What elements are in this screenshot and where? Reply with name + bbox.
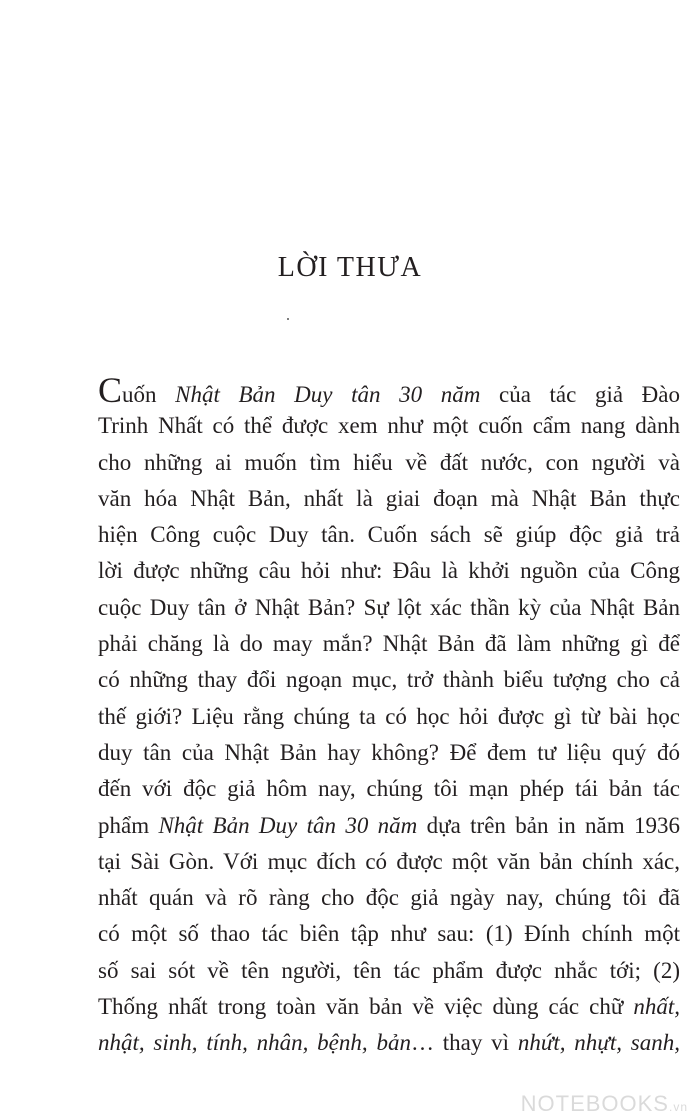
text-segment: dựa trên bản in năm 1936 [417, 812, 680, 838]
watermark-logo [521, 1091, 688, 1117]
text-line-8: phải chăng là do may mắn? Nhật Bản đã làm những gì để [98, 631, 680, 657]
watermark-suffix: .vn [668, 1100, 688, 1114]
text-line-1 [98, 372, 680, 408]
text-line-12: đến với độc giả hôm nay, chúng tôi mạn phép tái bản tác [98, 776, 680, 802]
text-line-10: thế giới? Liệu rằng chúng ta có học hỏi được gì từ bài học [98, 703, 680, 729]
text-line-17: số sai sót về tên người, tên tác phẩm được nhắc tới; (2) [98, 957, 680, 983]
drop-cap: C [98, 370, 123, 410]
text-segment: của tác giả Đào [480, 382, 680, 407]
book-title-italic: Nhật Bản Duy tân 30 năm [175, 382, 481, 407]
italic-word-list: nhật, sinh, tính, nhân, bệnh, bản [98, 1030, 411, 1056]
italic-word-list: nhứt, nhựt, sanh, [517, 1030, 680, 1056]
title-dot-mark [287, 318, 289, 320]
text-line-11: duy tân của Nhật Bản hay không? Để đem tư liệu quý đó [98, 739, 680, 765]
watermark-brand: NOTEBOOKS [520, 1091, 669, 1116]
italic-word: nhất, [633, 994, 680, 1020]
text-line-13 [98, 808, 680, 844]
text-line-2: Trinh Nhất có thể được xem như một cuốn cẩm nang dành [98, 413, 680, 439]
book-title-italic: Nhật Bản Duy tân 30 năm [158, 812, 418, 838]
text-line-4: văn hóa Nhật Bản, nhất là giai đoạn mà Nhật Bản thực [98, 485, 680, 511]
page-title: LỜI THƯA [277, 252, 423, 283]
text-line-9: có những thay đổi ngoạn mục, trở thành biểu tượng cho cả [98, 667, 680, 693]
body-paragraph [98, 372, 680, 1062]
text-line-19 [98, 1025, 680, 1061]
text-segment: Thống nhất trong toàn văn bản về việc dùng các chữ [98, 994, 634, 1020]
text-line-18 [98, 989, 680, 1025]
text-segment: … thay vì [410, 1030, 518, 1056]
text-line-16: có một số thao tác biên tập như sau: (1) Đính chính một [98, 921, 680, 947]
text-line-6: lời được những câu hỏi như: Đâu là khởi nguồn của Công [98, 558, 680, 584]
text-line-5: hiện Công cuộc Duy tân. Cuốn sách sẽ giúp độc giả trả [98, 522, 680, 548]
text-segment: phẩm [98, 812, 159, 838]
text-line-14: tại Sài Gòn. Với mục đích có được một văn bản chính xác, [98, 848, 680, 874]
text-line-7: cuộc Duy tân ở Nhật Bản? Sự lột xác thần kỳ của Nhật Bản [98, 594, 680, 620]
text-line-15: nhất quán và rõ ràng cho độc giả ngày nay, chúng tôi đã [98, 885, 680, 911]
text-line-3: cho những ai muốn tìm hiểu về đất nước, con người và [98, 449, 680, 475]
text-segment: uốn [122, 382, 176, 407]
